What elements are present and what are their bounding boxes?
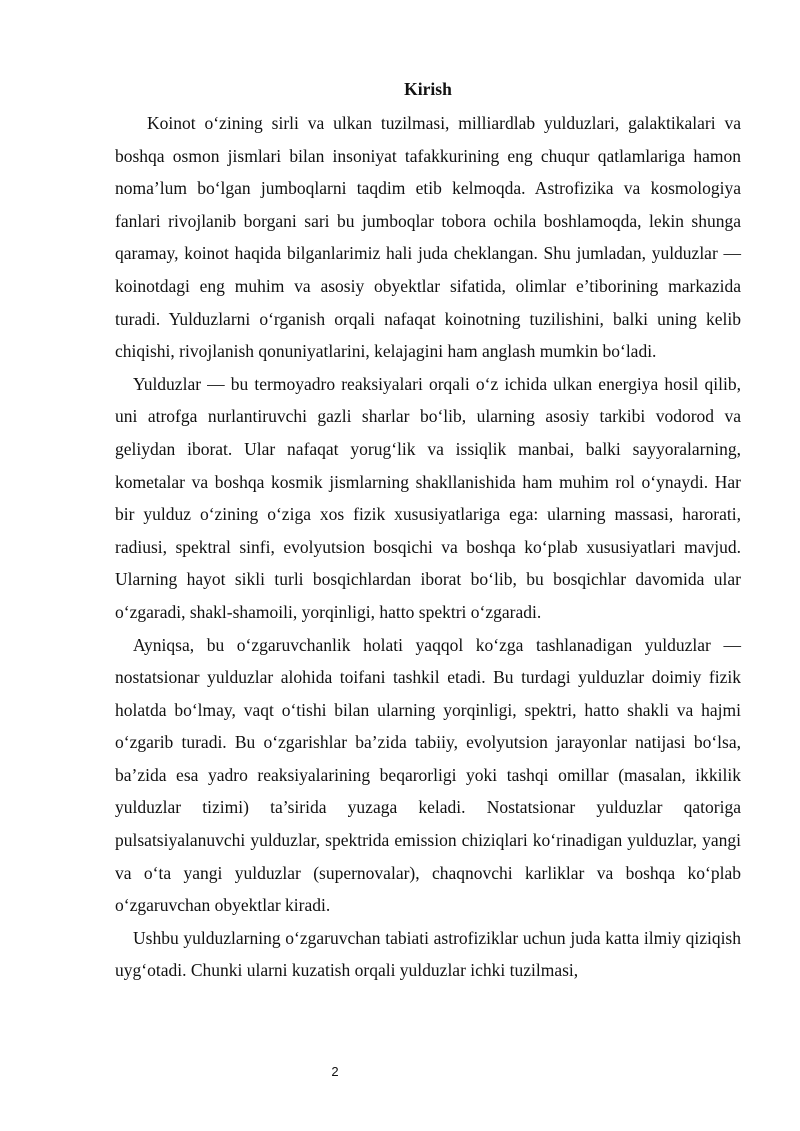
body-text [115, 107, 741, 987]
paragraph-nonstationary-stars: Ayniqsa, bu o‘zgaruvchanlik holati yaqqol ko‘zga tashlanadigan yulduzlar — nostatsionar yulduzlar alohida toifani tashkil etadi. Bu turdagi yulduzlar doimiy fizik holatda bo‘lmay, vaqt o‘tishi bilan ularning yorqinligi, spektri, hatto shakli va hajmi o‘zgarib turadi. Bu o‘zgarishlar ba’zida tabiiy, evolyutsion jarayonlar natijasi bo‘lsa, ba’zida esa yadro reaksiyalarining beqarorligi yoki tashqi omillar (masalan, ikkilik yulduzlar tizimi) ta’sirida yuzaga keladi. Nostatsionar yulduzlar qatoriga pulsatsiyalanuvchi yulduzlar, spektrida emission chiziqlari ko‘rinadigan yulduzlar, yangi va o‘ta yangi yulduzlar (supernovalar), chaqnovchi karliklar va boshqa ko‘plab o‘zgaruvchan obyektlar kiradi. [115, 634, 741, 916]
paragraph-variability-interest: Ushbu yulduzlarning o‘zgaruvchan tabiati astrofiziklar uchun juda katta ilmiy qiziqish uyg‘otadi. Chunki ularni kuzatish orqali yulduzlar ichki tuzilmasi, [115, 927, 741, 981]
paragraph-stars-definition: Yulduzlar — bu termoyadro reaksiyalari orqali o‘z ichida ulkan energiya hosil qilib, uni atrofga nurlantiruvchi gazli sharlar bo‘lib, ularning asosiy tarkibi vodorod va geliydan iborat. Ular nafaqat yorug‘lik va issiqlik manbai, balki sayyoralarning, kometalar va boshqa kosmik jismlarning shakllanishida ham muhim rol o‘ynaydi. Har bir yulduz o‘zining o‘ziga xos fizik xususiyatlariga ega: ularning massasi, harorati, radiusi, spektral sinfi, evolyutsion bosqichi va boshqa ko‘plab xususiyatlari mavjud. Ularning hayot sikli turli bosqichlardan iborat bo‘lib, bu bosqichlar davomida ular o‘zgaradi, shakl-shamoili, yorqinligi, hatto spektri o‘zgaradi. [115, 373, 741, 622]
page-number: 2 [331, 1064, 339, 1079]
page-title: Kirish [404, 79, 452, 99]
paragraph-intro: Koinot o‘zining sirli va ulkan tuzilmasi, milliardlab yulduzlari, galaktikalari va boshqa osmon jismlari bilan insoniyat tafakkurining eng chuqur qatlamlariga hamon noma’lum bo‘lgan jumboqlarni taqdim etib kelmoqda. Astrofizika va kosmologiya fanlari rivojlanib borgani sari bu jumboqlar tobora ochila boshlamoqda, lekin shunga qaramay, koinot haqida bilganlarimiz hali juda cheklangan. Shu jumladan, yulduzlar — koinotdagi eng muhim va asosiy obyektlar sifatida, olimlar e’tiborining markazida turadi. Yulduzlarni o‘rganish orqali nafaqat koinotning tuzilishini, balki uning kelib chiqishi, rivojlanish qonuniyatlarini, kelajagini ham anglash mumkin bo‘ladi. [115, 113, 741, 362]
